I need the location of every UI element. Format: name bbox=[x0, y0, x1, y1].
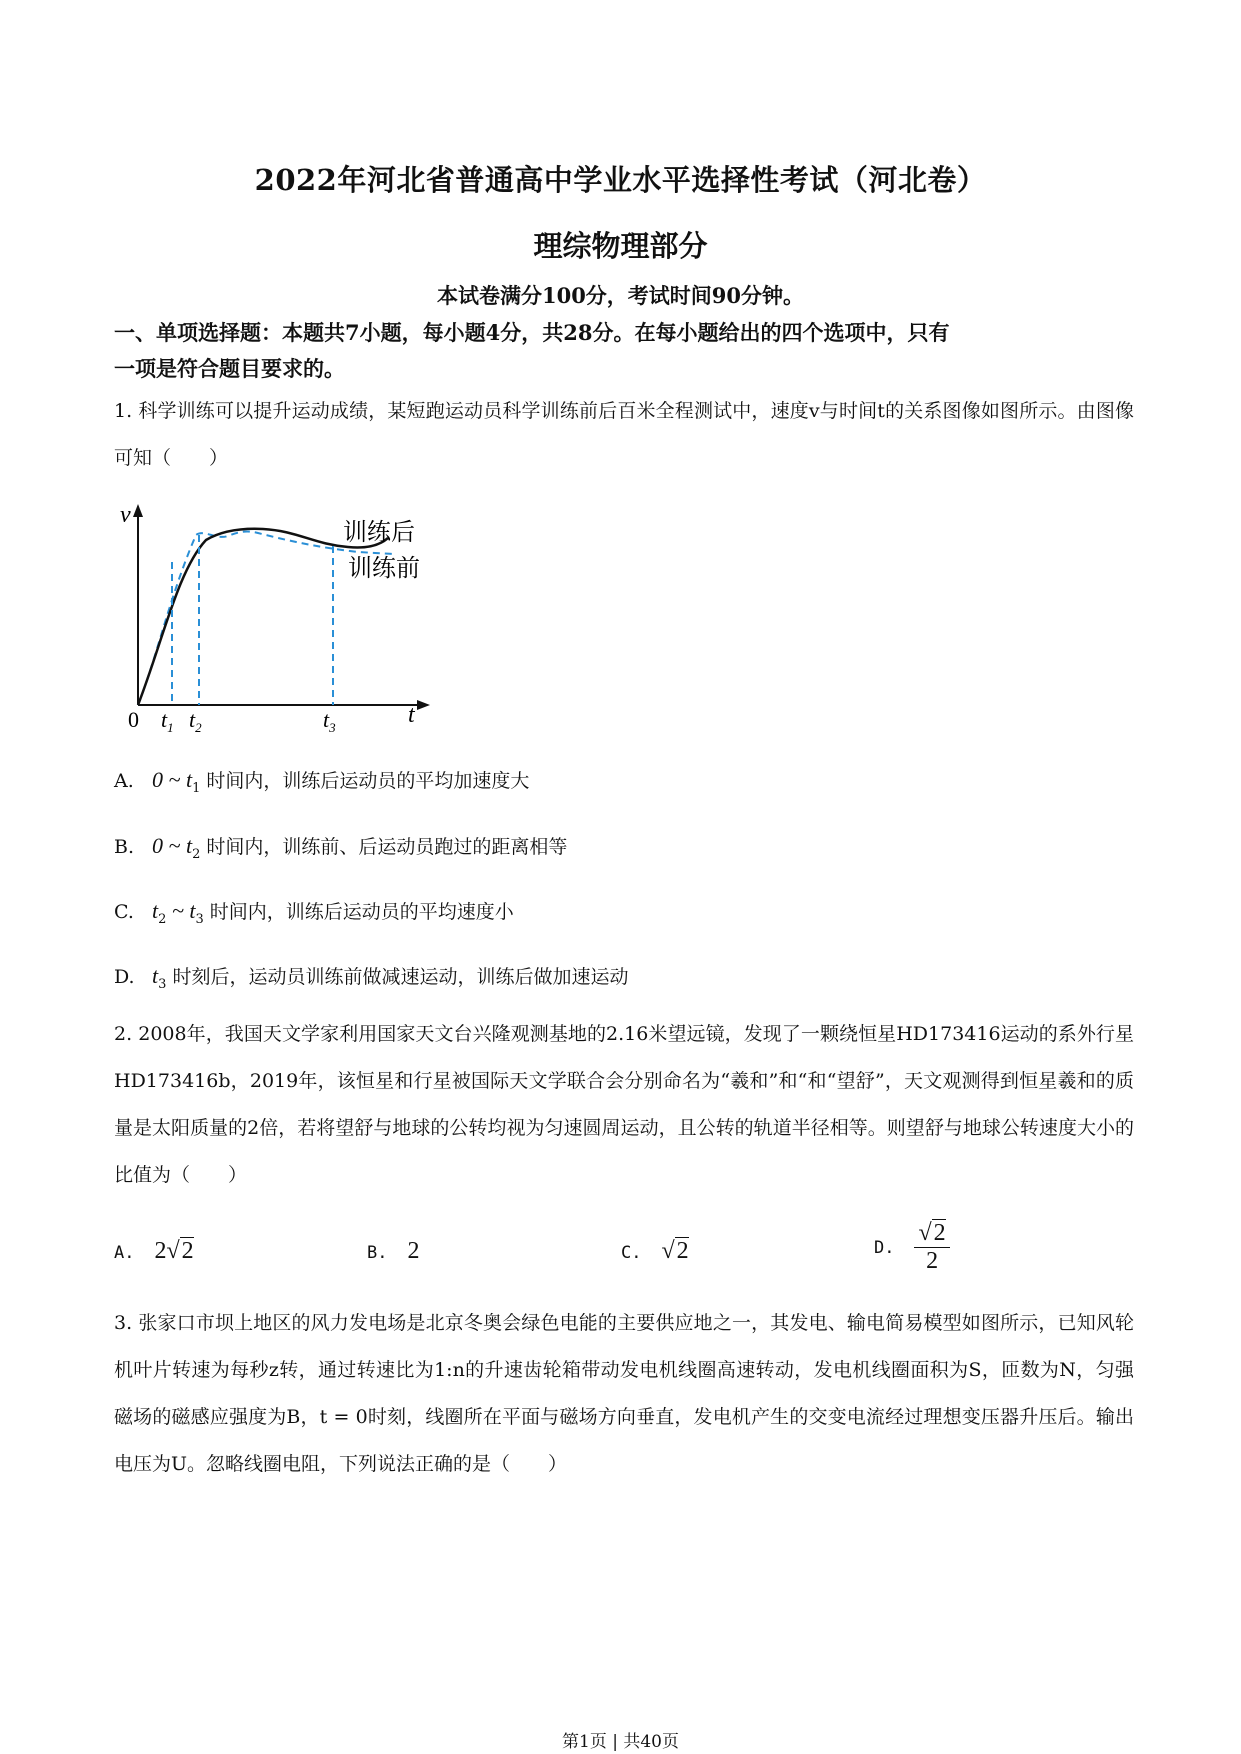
option-radicand: 2 bbox=[181, 1238, 194, 1264]
question-2-stem: 2. 2008年，我国天文学家利用国家天文台兴隆观测基地的2.16米望远镜，发现了一颗绕恒星HD173416运动的系外行星HD173416b，2019年，该恒星和行星被国际天文学联合会分别命名为“羲和”和“和“望舒”，天文观测得到恒星羲和的质量是太阳质量的2倍，若将望舒与地球的公转均视为匀速圆周运动，且公转的轨道半径相等。则望舒与地球公转速度大小的比值为（ ） bbox=[114, 1023, 1134, 1186]
option-math: t bbox=[152, 963, 159, 988]
option-numerator-radicand: 2 bbox=[933, 1220, 946, 1246]
option-fraction: $\frac{√2}{2}$ bbox=[914, 1220, 949, 1275]
exam-title: 2022年河北省普通高中学业水平选择性考试（河北卷） bbox=[254, 163, 987, 197]
option-text: 时间内，训练前、后运动员跑过的距离相等 bbox=[206, 836, 568, 858]
question-3-stem: 3. 张家口市坝上地区的风力发电场是北京冬奥会绿色电能的主要供应地之一，其发电、输电简易模型如图所示，已知风轮机叶片转速为每秒z转，通过转速比为1:n的升速齿轮箱带动发电机线圈高速转动，发电机线圈面积为S，匝数为N，匀强磁场的磁感应强度为B，t = 0时刻，线圈所在平面与磁场方向垂直，发电机产生的交变电流经过理想变压器升压后。输出电压为U。忽略线圈电阻，下列说法正确的是（ ） bbox=[114, 1312, 1134, 1475]
option-label: B. bbox=[367, 1243, 388, 1263]
t1-label: $t_1$ bbox=[161, 707, 174, 735]
exam-info: 本试卷满分100分，考试时间90分钟。 bbox=[436, 283, 805, 308]
origin-label: 0 bbox=[128, 707, 139, 732]
t-axis-label: t bbox=[408, 702, 415, 728]
section-heading bbox=[114, 315, 1134, 387]
question-1-option-d[interactable] bbox=[114, 962, 629, 992]
exam-subtitle: 理综物理部分 bbox=[533, 229, 708, 263]
option-sub: 2 bbox=[192, 846, 201, 862]
option-math2: ~ t bbox=[166, 898, 196, 923]
t2-label: $t_2$ bbox=[189, 707, 202, 735]
option-math: 0 ~ t bbox=[152, 767, 193, 792]
option-math: 0 ~ t bbox=[152, 833, 193, 858]
option-sub: 2 bbox=[158, 911, 167, 927]
question-2-option-a[interactable]: A. 2√2 bbox=[114, 1238, 194, 1264]
option-label: D. bbox=[114, 966, 135, 988]
after-training-label: 训练后 bbox=[343, 520, 415, 546]
option-label: C. bbox=[621, 1243, 642, 1263]
question-1-option-b[interactable] bbox=[114, 832, 567, 862]
option-label: A. bbox=[114, 770, 134, 792]
v-axis-arrow bbox=[133, 504, 143, 517]
v-axis-label: v bbox=[120, 502, 131, 528]
option-text: 时间内，训练后运动员的平均加速度大 bbox=[206, 770, 530, 792]
option-label: C. bbox=[114, 901, 134, 923]
option-label: A. bbox=[114, 1243, 135, 1263]
velocity-time-graph bbox=[108, 500, 488, 735]
option-math: t bbox=[152, 898, 159, 923]
option-value: 2 bbox=[407, 1238, 420, 1264]
t-axis-arrow bbox=[417, 700, 430, 710]
option-radicand: 2 bbox=[676, 1238, 689, 1264]
question-2-option-d[interactable] bbox=[874, 1220, 950, 1275]
question-2-option-b[interactable] bbox=[367, 1238, 419, 1265]
option-label: B. bbox=[114, 836, 135, 858]
option-coefficient: 2 bbox=[154, 1238, 167, 1264]
t3-label: $t_3$ bbox=[323, 707, 336, 735]
page-footer: 第1页 | 共40页 bbox=[562, 1732, 679, 1752]
question-1-stem: 1. 科学训练可以提升运动成绩，某短跑运动员科学训练前后百米全程测试中，速度v与时间t的关系图像如图所示。由图像可知（ ） bbox=[114, 400, 1134, 469]
option-label: D. bbox=[874, 1237, 895, 1258]
before-training-label: 训练前 bbox=[348, 556, 420, 582]
section-heading-line2: 一项是符合题目要求的。 bbox=[114, 356, 345, 381]
question-1-option-c[interactable] bbox=[114, 897, 514, 927]
question-2-option-c[interactable]: C. √2 bbox=[621, 1238, 689, 1264]
option-text: 时刻后，运动员训练前做减速运动，训练后做加速运动 bbox=[172, 966, 629, 988]
section-heading-line1: 一、单项选择题：本题共7小题，每小题4分，共28分。在每小题给出的四个选项中，只有 bbox=[114, 320, 950, 345]
question-1-option-a[interactable] bbox=[114, 766, 529, 796]
option-sub: 3 bbox=[158, 976, 167, 992]
option-denominator: 2 bbox=[926, 1248, 939, 1274]
option-sub2: 3 bbox=[195, 911, 204, 927]
option-text: 时间内，训练后运动员的平均速度小 bbox=[209, 901, 514, 923]
option-sub: 1 bbox=[192, 780, 201, 796]
